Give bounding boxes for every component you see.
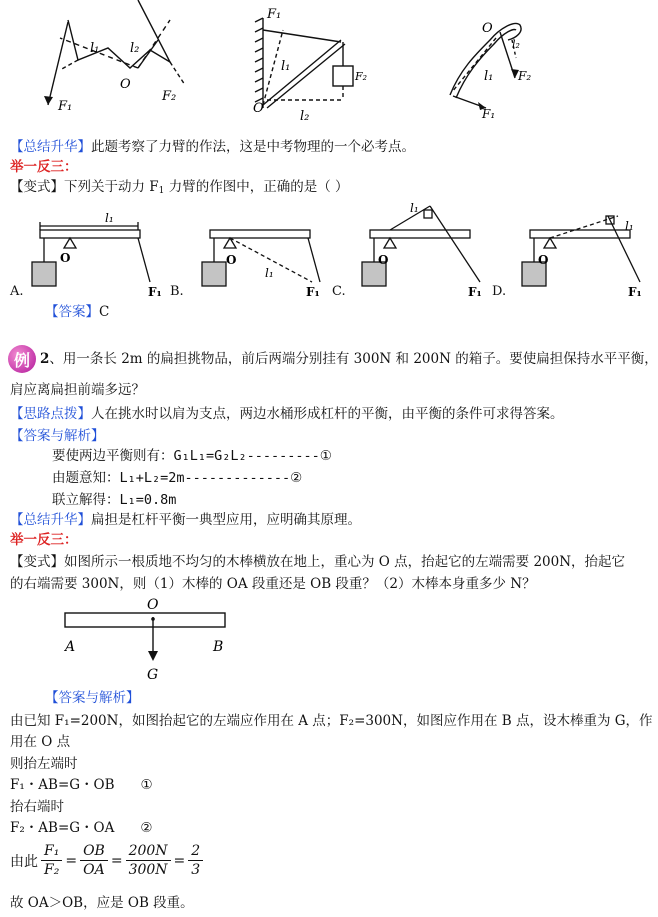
ratio-frac-2: $\frac{OB}{OA}$ [80,842,108,879]
fig2-O: O [253,101,264,116]
option-figures [10,201,642,302]
fig1-l2: l₂ [130,41,140,56]
example-2-text: 、用一条长 2m 的扁担挑物品，前后两端分别挂有 300N 和 200N 的箱子。要使扁担保持水平平衡， [49,351,658,367]
ratio-frac-3: $\frac{200N}{300N}$ [126,842,171,879]
fig2-F2: F₂ [355,70,368,83]
fig3-l1: l₁ [484,69,494,84]
svg-text:A: A [65,639,76,655]
svg-text:F₁: F₁ [628,285,642,299]
option-c-letter: C. [332,284,346,299]
fig2-l1: l₁ [281,59,291,74]
svg-text:F₁: F₁ [148,285,162,299]
option-b-letter: B. [170,284,184,299]
variant-1-sub: 1 [158,186,165,196]
variant-1-text-a: 下列关于动力 F [64,179,159,195]
option-c-figure [330,202,480,302]
variant-2-text: 如图所示一根质地不均匀的木棒横放在地上，重心为 O 点，抬起它的左端需要 200N，抬起它 [64,554,626,570]
svg-text:l₁: l₁ [410,201,419,215]
final-eq1: F₁・AB=G・OB ① [10,777,153,793]
fig2-l2: l₂ [300,109,310,124]
top-figure-left [20,0,220,115]
summary-1-text: 此题考察了力臂的作法，这是中考物理的一个必考点。 [91,139,415,155]
svg-text:G: G [147,667,159,683]
final-line3: 则抬左端时 [10,756,78,772]
svg-text:F₁: F₁ [306,285,320,299]
example-2-line1 [40,349,658,369]
final-eq2: F₂・AB=G・OA ② [10,820,153,836]
summary-2-text: 扁担是杠杆平衡一典型应用，应明确其原理。 [91,512,361,528]
hint-tag: 【思路点拨】 [10,406,91,422]
ratio-frac-1: $\frac{\text{F₁}}{\text{F₂}}$ [41,842,62,879]
solution-1: 要使两边平衡则有：G₁L₁=G₂L₂---------① [52,448,332,464]
answer-1-tag: 【答案】 [45,304,99,320]
svg-text:O: O [147,597,159,613]
variant-2-tag: 【变式】 [10,554,64,570]
summary-2 [10,510,361,530]
svg-text:O: O [60,251,71,265]
final-ratio: 由此 $\frac{\text{F₁}}{\text{F₂}}$ = $\frac{OB}{OA}$ = $\frac{200N}{300N}$ = $\frac{2}{3}$ [10,842,206,879]
analysis-2-tag: 【答案与解析】 [45,690,140,706]
svg-text:O: O [226,253,237,267]
answer-1-value: C [99,304,110,320]
ratio-frac-4: $\frac{2}{3}$ [188,842,203,879]
stick-figure [55,595,235,687]
svg-text:l₁: l₁ [105,211,114,225]
jyfs-1: 举一反三： [10,159,78,175]
summary-1-tag: 【总结升华】 [10,139,91,155]
fig3-l2: l₂ [512,38,520,51]
fig1-F2: F₂ [162,89,177,104]
final-line2: 用在 O 点 [10,734,71,750]
fig3-F2: F₂ [518,69,532,83]
summary-2-tag: 【总结升华】 [10,512,91,528]
top-figure-middle [245,0,375,125]
answer-1 [45,302,109,322]
final-line5: 抬右端时 [10,799,64,815]
svg-text:F₁: F₁ [468,285,482,299]
example-2-num: 2 [40,351,50,367]
fig3-F1: F₁ [482,107,496,121]
example-badge: 例 [8,345,36,373]
final-last: 故 OA＞OB，应是 OB 段重。 [10,895,194,911]
svg-text:O: O [538,253,549,267]
variant-1-text-b: 力臂的作图中，正确的是（ ） [164,179,349,195]
jyfs-2: 举一反三： [10,532,78,548]
option-b-figure [170,202,320,302]
fig2-F1: F₁ [267,7,282,22]
fig3-O: O [482,21,493,36]
svg-text:l₁: l₁ [625,219,634,233]
fig1-O: O [120,77,131,92]
example-2-line2: 肩应离扁担前端多远？ [10,382,145,398]
variant-2-line2: 的右端需要 300N，则（1）木棒的 OA 段重还是 OB 段重？（2）木棒本身重多少 N？ [10,576,536,592]
solution-2: 由题意知：L₁+L₂=2m-------------② [52,470,303,486]
final-line1: 由已知 F₁=200N，如图抬起它的左端应作用在 A 点；F₂=300N，如图应作用在 B 点，设木棒重为 G，作 [10,713,653,729]
top-figure-right [420,0,540,125]
option-a-figure [10,202,160,302]
solution-3: 联立解得：L₁=0.8m [52,492,177,508]
hint [10,404,564,424]
option-a-letter: A. [10,284,24,299]
variant-1-tag: 【变式】 [10,179,64,195]
analysis-tag: 【答案与解析】 [10,428,105,444]
summary-1 [10,137,415,157]
fig1-l1: l₁ [90,41,100,56]
fig1-F1: F₁ [58,99,73,114]
svg-text:B: B [213,639,224,655]
hint-text: 人在挑水时以肩为支点，两边水桶形成杠杆的平衡，由平衡的条件可求得答案。 [91,406,564,422]
option-d-letter: D. [492,284,507,299]
svg-text:O: O [378,253,389,267]
variant-1 [10,177,349,201]
option-d-figure [490,202,640,302]
svg-text:l₁: l₁ [265,266,274,280]
variant-2-line1 [10,552,625,572]
